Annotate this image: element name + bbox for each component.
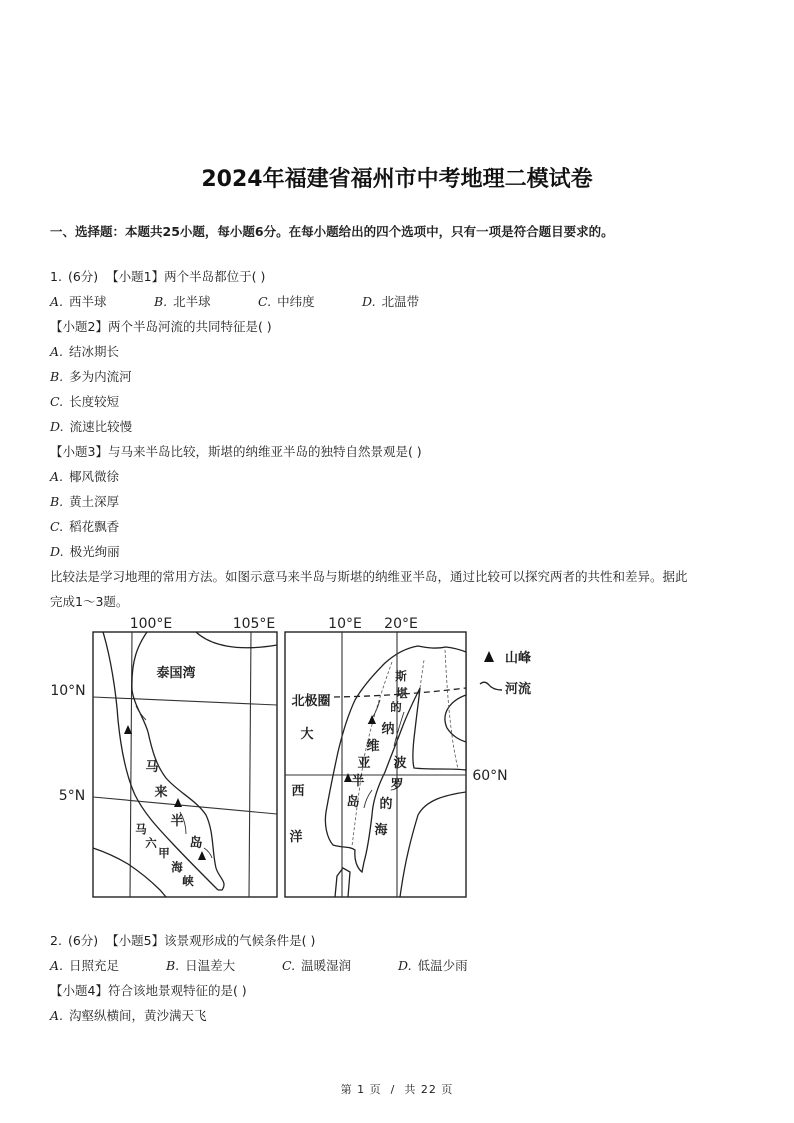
question-number: 2. — [50, 933, 62, 948]
option-letter: B. — [50, 369, 64, 384]
option-letter: C. — [50, 394, 64, 409]
option-a — [50, 1003, 750, 1028]
parallel-10n — [93, 697, 277, 705]
option-letter: B. — [50, 494, 64, 509]
option-a — [50, 464, 750, 489]
option-text: 长度较短 — [69, 394, 120, 409]
option-text: 多为内流河 — [69, 369, 132, 384]
river — [204, 848, 212, 858]
option-letter: C. — [282, 958, 296, 973]
option-text: 日照充足 — [69, 958, 120, 973]
sub-question-stem: 【小题2】两个半岛河流的共同特征是( ) — [50, 319, 272, 334]
option-b — [50, 489, 750, 514]
map-legend — [480, 650, 531, 697]
option-letter: C. — [258, 294, 272, 309]
scandinavian-peninsula-label-char: 岛 — [346, 795, 360, 810]
option-letter: B. — [166, 958, 180, 973]
option-text: 低温少雨 — [417, 958, 468, 973]
option-d — [362, 289, 466, 314]
option-text: 黄土深厚 — [69, 494, 120, 509]
longitude-label: 20°E — [384, 616, 418, 632]
latitude-label: 10°N — [50, 683, 86, 699]
baltic-sea-label-char: 的 — [379, 797, 393, 812]
question-2 — [50, 928, 750, 1028]
option-text: 西半球 — [69, 294, 107, 309]
sumatra-coast — [93, 848, 166, 897]
option-letter: D. — [50, 419, 64, 434]
arctic-circle-label: 北极圈 — [291, 694, 331, 709]
gulf-of-thailand-label: 泰国湾 — [156, 666, 196, 681]
option-d — [50, 539, 750, 564]
strait-of-malacca-label-char: 六 — [145, 836, 157, 850]
section-heading: 一、选择题：本题共25小题，每小题6分。在每小题给出的四个选项中，只有一项是符合题目要求的。 — [50, 224, 614, 239]
baltic-sea-label-char: 罗 — [390, 778, 404, 793]
question-1 — [50, 264, 750, 614]
option-c — [50, 389, 750, 414]
peninsula-comparison-map — [45, 612, 545, 904]
malay-peninsula-label-char: 来 — [154, 785, 168, 800]
option-a — [50, 953, 166, 978]
option-b — [166, 953, 282, 978]
atlantic-ocean-label-char: 大 — [300, 727, 314, 742]
option-letter: A. — [50, 344, 64, 359]
option-letter: D. — [362, 294, 376, 309]
malay-peninsula-label-char: 岛 — [189, 836, 203, 851]
question-1-header — [50, 264, 750, 289]
option-letter: B. — [154, 294, 168, 309]
strait-of-malacca-label-char: 海 — [171, 860, 183, 874]
baltic-sea-label-char: 波 — [393, 756, 407, 771]
river — [136, 706, 146, 720]
option-text: 沟壑纵横间，黄沙满天飞 — [69, 1008, 207, 1023]
baltic-states-coast — [400, 792, 466, 897]
option-text: 日温差大 — [185, 958, 236, 973]
scandinavian-peninsula-label-char: 亚 — [357, 756, 371, 771]
option-text: 北温带 — [381, 294, 420, 309]
option-text: 结冰期长 — [69, 344, 120, 359]
scandinavian-peninsula-label-char: 斯 — [395, 669, 407, 683]
scandinavian-peninsula-label-char: 维 — [366, 739, 380, 754]
option-letter: C. — [50, 519, 64, 534]
question-score: (6分) — [67, 269, 99, 284]
latitude-label: 60°N — [472, 768, 508, 784]
mountain-peak-icon — [484, 651, 494, 662]
longitude-label: 10°E — [328, 616, 362, 632]
question-score: (6分) — [67, 933, 99, 948]
option-text: 北半球 — [173, 294, 211, 309]
option-letter: D. — [398, 958, 412, 973]
option-text: 椰风微徐 — [69, 469, 120, 484]
gulf-north-coast — [196, 632, 277, 648]
option-a — [50, 289, 154, 314]
strait-of-malacca-label-char: 马 — [135, 822, 147, 836]
mountain-peak-icon — [198, 851, 206, 860]
mountain-peak-icon — [174, 798, 182, 807]
option-letter: D. — [50, 544, 64, 559]
longitude-label: 100°E — [129, 616, 173, 632]
question-2-header — [50, 928, 750, 953]
sub-question-stem: 【小题3】与马来半岛比较，斯堪的纳维亚半岛的独特自然景观是( ) — [50, 444, 422, 459]
map-panel-malay-peninsula — [50, 616, 277, 897]
malay-peninsula-label-char: 马 — [145, 760, 159, 775]
scandinavian-peninsula-label-char: 的 — [390, 700, 402, 714]
option-text: 稻花飘香 — [69, 519, 120, 534]
latitude-label: 5°N — [58, 788, 86, 804]
option-text: 流速比较慢 — [69, 419, 133, 434]
option-a — [50, 339, 750, 364]
option-letter: A. — [50, 1008, 64, 1023]
options-row — [50, 953, 750, 978]
option-d — [50, 414, 750, 439]
meridian-105e — [249, 632, 251, 897]
map-panel-scandinavian-peninsula — [285, 616, 508, 897]
material-text-line: 完成1～3题。 — [50, 594, 129, 609]
meridian-100e — [130, 632, 132, 897]
option-c — [258, 289, 362, 314]
options-row — [50, 289, 750, 314]
scandinavian-peninsula-label-char: 半 — [351, 774, 365, 789]
page-footer: 第 1 页 / 共 22 页 — [340, 1083, 454, 1096]
strait-of-malacca-label-char: 甲 — [158, 846, 170, 860]
baltic-sea-label-char: 海 — [374, 823, 388, 838]
river-icon — [480, 682, 502, 690]
option-c — [50, 514, 750, 539]
atlantic-ocean-label-char: 西 — [291, 784, 305, 799]
option-text: 温暖湿润 — [301, 958, 352, 973]
longitude-label: 105°E — [232, 616, 276, 632]
option-letter: A. — [50, 958, 64, 973]
option-letter: A. — [50, 294, 64, 309]
question-number: 1. — [50, 269, 62, 284]
exam-title: 2024年福建省福州市中考地理二模试卷 — [201, 167, 593, 192]
option-letter: A. — [50, 469, 64, 484]
malay-peninsula-label-char: 半 — [170, 814, 184, 829]
sub-question-stem: 【小题1】两个半岛都位于( ) — [106, 269, 266, 284]
option-c — [282, 953, 398, 978]
sub-question-stem: 【小题5】该景观形成的气候条件是( ) — [106, 933, 316, 948]
scandinavian-peninsula-label-char: 纳 — [381, 722, 395, 737]
atlantic-ocean-label-char: 洋 — [289, 830, 303, 845]
sub-question-stem: 【小题4】符合该地景观特征的是( ) — [50, 983, 247, 998]
option-text: 极光绚丽 — [69, 544, 120, 559]
option-d — [398, 953, 514, 978]
strait-of-malacca-label-char: 峡 — [182, 874, 194, 888]
option-text: 中纬度 — [277, 294, 315, 309]
legend-label: 河流 — [505, 682, 532, 697]
legend-label: 山峰 — [505, 651, 532, 666]
option-b — [50, 364, 750, 389]
material-text-line: 比较法是学习地理的常用方法。如图示意马来半岛与斯堪的纳维亚半岛，通过比较可以探究两者的共性和差异。据此 — [50, 569, 688, 584]
scandinavian-peninsula-label-char: 堪 — [396, 686, 408, 700]
option-b — [154, 289, 258, 314]
